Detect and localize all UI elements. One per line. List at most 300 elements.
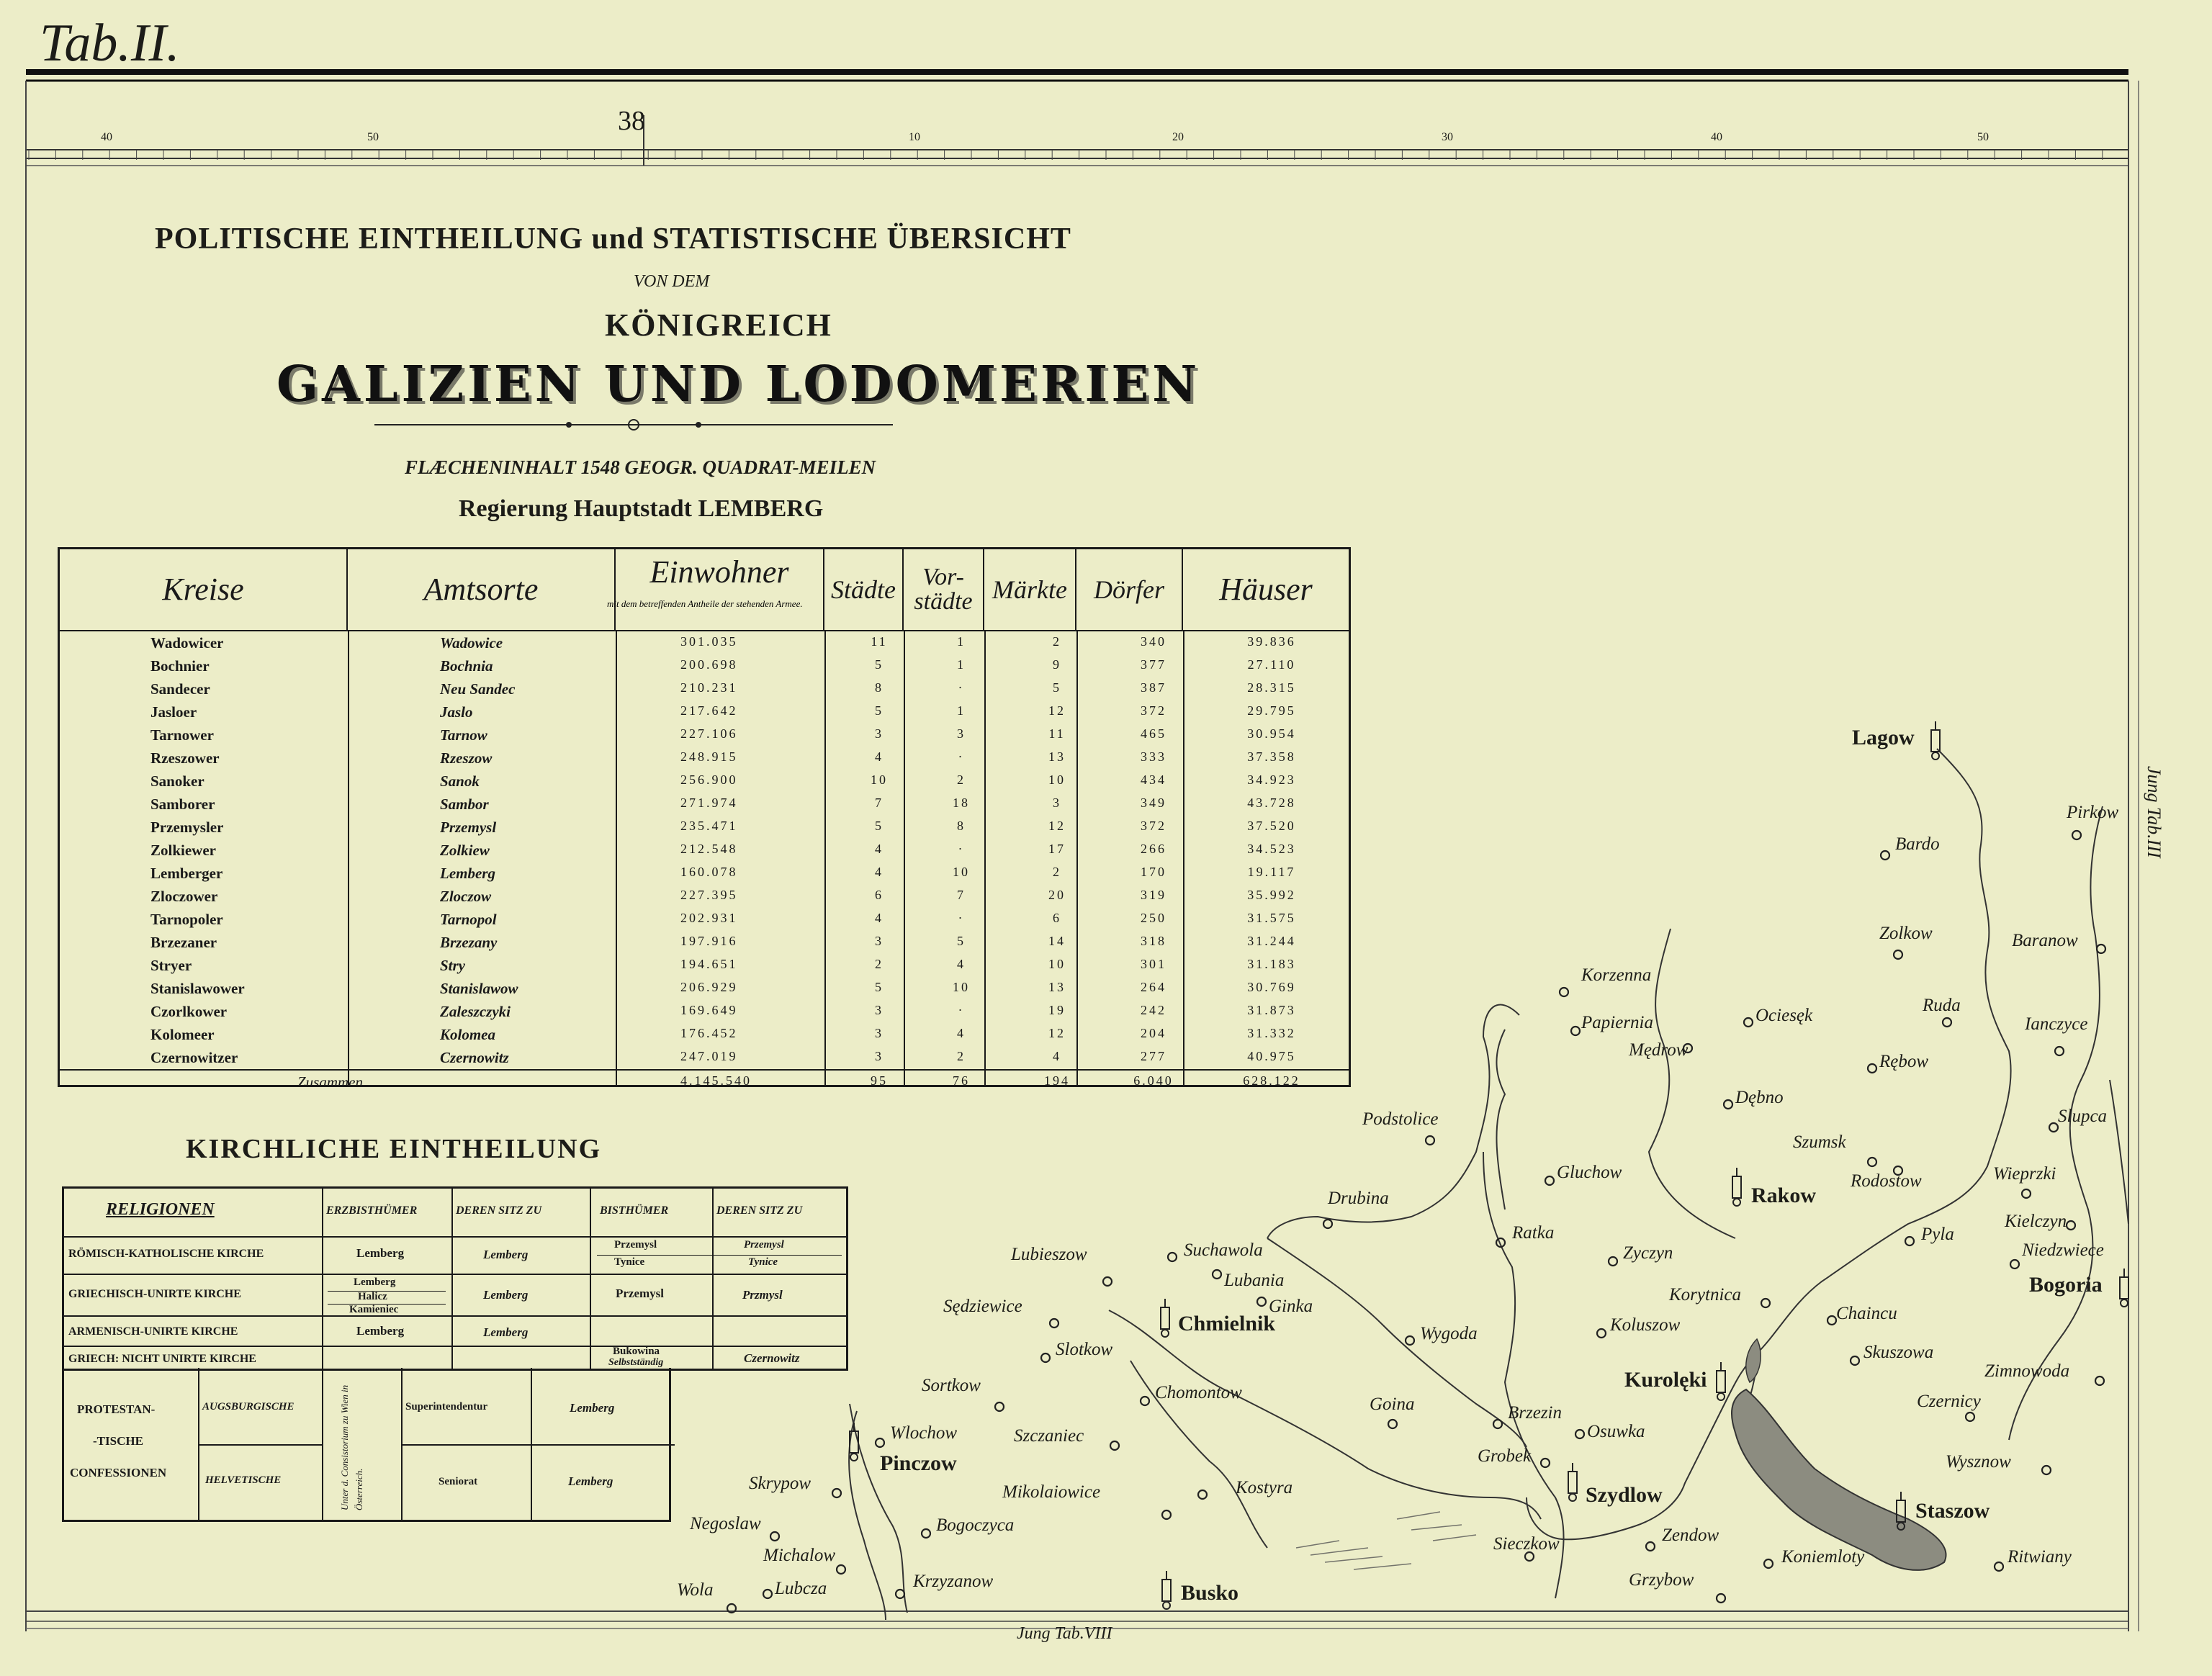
doerfer-cell: 170 (1141, 865, 1166, 879)
amtsort-cell: Stanislawow (440, 980, 518, 997)
total-doerfer: 6.040 (1133, 1073, 1174, 1088)
amtsort-cell: Przemysl (440, 819, 497, 836)
place-label-szczaniec: Szczaniec (1014, 1426, 1084, 1446)
village-marker-icon (1761, 1299, 1770, 1307)
place-label-rebow: Rębow (1879, 1052, 1929, 1071)
place-label-zimnowoda: Zimnowoda (1984, 1361, 2070, 1381)
amtsort-cell: Kolomea (440, 1026, 495, 1043)
place-label-pyla: Pyla (1921, 1225, 1954, 1244)
einwohner-cell: 247.019 (680, 1049, 738, 1063)
vorstaedte-cell: 4 (957, 957, 966, 971)
kreis-cell: Lemberger (150, 865, 223, 882)
maerkte-cell: 5 (1053, 680, 1061, 695)
vorstaedte-cell: 7 (957, 888, 966, 902)
place-label-kielczyn: Kielczyn (2005, 1212, 2067, 1231)
einwohner-cell: 271.974 (680, 796, 738, 810)
scale-number: 50 (367, 131, 379, 143)
haeuser-cell: 31.332 (1247, 1026, 1296, 1040)
kreis-cell: Wadowicer (150, 634, 224, 652)
village-marker-icon (1213, 1270, 1221, 1279)
staedte-cell: 7 (875, 796, 884, 810)
village-marker-icon (2055, 1047, 2064, 1055)
staedte-cell: 5 (875, 980, 884, 994)
place-label-skrypow: Skrypow (749, 1474, 811, 1493)
place-label-ginka: Ginka (1269, 1297, 1313, 1316)
place-label-pirkow: Pirkow (2067, 803, 2119, 822)
amtsort-cell: Brzezany (440, 934, 498, 951)
village-marker-icon (2072, 831, 2081, 839)
vorstaedte-cell: 8 (957, 819, 966, 833)
staedte-cell: 10 (871, 772, 888, 787)
maerkte-cell: 4 (1053, 1049, 1061, 1063)
village-marker-icon (1406, 1336, 1414, 1345)
staedte-cell: 2 (875, 957, 884, 971)
place-label-ratka: Ratka (1512, 1223, 1555, 1243)
staedte-cell: 3 (875, 1003, 884, 1017)
scale-number: 50 (1977, 131, 1989, 143)
total-einwohner: 4.145.540 (680, 1073, 752, 1088)
bis-sitz-cell: Czernowitz (744, 1351, 800, 1365)
place-label-grobek: Grobek (1478, 1446, 1532, 1466)
doerfer-cell: 319 (1141, 888, 1166, 902)
vorstaedte-cell: · (958, 1003, 965, 1017)
protestant-table (62, 1368, 671, 1522)
town-label-lagow: Lagow (1852, 726, 1915, 749)
place-label-korytnica: Korytnica (1669, 1285, 1741, 1305)
village-marker-icon (1724, 1100, 1732, 1109)
table-row (60, 700, 1349, 724)
place-label-wola: Wola (677, 1580, 714, 1600)
bis-cell: Przemysl (614, 1239, 657, 1251)
staedte-cell: 8 (875, 680, 884, 695)
place-label-ritwiany: Ritwiany (2008, 1547, 2072, 1567)
bis-sitz-cell: Tynice (748, 1256, 778, 1268)
village-marker-icon (1827, 1316, 1836, 1325)
village-marker-icon (995, 1402, 1004, 1411)
place-label-chaincu: Chaincu (1836, 1304, 1897, 1323)
superintendentur-sitz: Lemberg (570, 1401, 615, 1415)
header-einwohner-note: mit dem betreffenden Antheile der stehenden Armee. (607, 598, 803, 609)
bis-cell: Bukowina (613, 1346, 660, 1357)
church-marker-icon (1162, 1571, 1171, 1609)
einwohner-cell: 227.395 (680, 888, 738, 902)
scale-number: 20 (1172, 131, 1184, 143)
kreis-cell: Jasloer (150, 703, 197, 721)
haeuser-cell: 31.244 (1247, 934, 1296, 948)
place-label-lubania: Lubania (1224, 1271, 1285, 1290)
scale-number: 10 (909, 131, 920, 143)
table-row (60, 862, 1349, 885)
village-marker-icon (2049, 1123, 2058, 1132)
place-label-ruda: Ruda (1923, 996, 1961, 1015)
einwohner-cell: 197.916 (680, 934, 738, 948)
amtsort-cell: Czernowitz (440, 1049, 509, 1066)
haeuser-cell: 37.358 (1247, 749, 1296, 764)
kreis-cell: Zolkiewer (150, 842, 216, 859)
amtsort-cell: Zaleszczyki (440, 1003, 511, 1020)
table-row (60, 793, 1349, 816)
title-line-4: GALIZIEN UND LODOMERIEN (276, 356, 1201, 413)
header-kreise: Kreise (60, 549, 348, 630)
staedte-cell: 4 (875, 842, 884, 856)
place-label-negoslaw: Negoslaw (690, 1514, 761, 1533)
kreis-cell: Czorlkower (150, 1003, 228, 1020)
place-label-zolkow: Zolkow (1879, 924, 1933, 943)
table-row (60, 839, 1349, 862)
maerkte-cell: 12 (1048, 1026, 1066, 1040)
church-marker-icon (1732, 1168, 1741, 1206)
total-row (60, 1069, 1349, 1094)
town-label-kuroleki: Kurolęki (1624, 1368, 1707, 1392)
town-label-pinczow: Pinczow (880, 1451, 957, 1475)
village-marker-icon (770, 1532, 779, 1541)
village-marker-icon (1943, 1018, 1951, 1027)
table-row (60, 931, 1349, 954)
maerkte-cell: 9 (1053, 657, 1061, 672)
maerkte-cell: 14 (1048, 934, 1066, 948)
place-label-korzenna: Korzenna (1581, 965, 1652, 985)
village-marker-icon (1050, 1319, 1058, 1328)
town-label-staszow: Staszow (1915, 1499, 1990, 1523)
header-vorstaedte: Vor-städte (904, 549, 984, 630)
village-marker-icon (1764, 1559, 1773, 1568)
einwohner-cell: 169.649 (680, 1003, 738, 1017)
place-label-sortkow: Sortkow (922, 1376, 981, 1395)
maerkte-cell: 10 (1048, 957, 1066, 971)
maerkte-cell: 12 (1048, 819, 1066, 833)
village-marker-icon (2095, 1377, 2104, 1385)
doerfer-cell: 387 (1141, 680, 1166, 695)
header-doerfer: Dörfer (1076, 549, 1183, 630)
haeuser-cell: 30.769 (1247, 980, 1296, 994)
village-marker-icon (1575, 1430, 1584, 1438)
vorstaedte-cell: · (958, 842, 965, 856)
einwohner-cell: 217.642 (680, 703, 738, 718)
table-row (60, 816, 1349, 839)
total-label: Zusammen (297, 1073, 364, 1091)
erz-cell: Lemberg (356, 1246, 405, 1260)
amtsort-cell: Wadowice (440, 634, 503, 652)
place-label-wieprzki: Wieprzki (1993, 1164, 2056, 1184)
erz-cell: Lemberg (354, 1276, 396, 1288)
place-label-debno: Dębno (1735, 1088, 1784, 1107)
place-label-wysznow: Wysznow (1946, 1452, 2011, 1472)
haeuser-cell: 31.575 (1247, 911, 1296, 925)
maerkte-cell: 12 (1048, 703, 1066, 718)
place-label-rodostow: Rodostow (1851, 1171, 1922, 1191)
header-deren-sitz-2: DEREN SITZ ZU (716, 1204, 803, 1217)
town-label-bogoria: Bogoria (2029, 1273, 2103, 1297)
kreis-cell: Sanoker (150, 772, 204, 790)
augsburg-label: AUGSBURGISCHE (202, 1401, 295, 1413)
village-marker-icon (1966, 1413, 1974, 1421)
total-vorstaedte: 76 (953, 1073, 970, 1088)
village-marker-icon (1717, 1594, 1725, 1603)
village-marker-icon (1257, 1297, 1266, 1306)
amtsort-cell: Tarnow (440, 726, 487, 744)
table-row (60, 954, 1349, 977)
doerfer-cell: 242 (1141, 1003, 1166, 1017)
helvetisch-label: HELVETISCHE (205, 1474, 282, 1486)
kreis-cell: Czernowitzer (150, 1049, 238, 1066)
staedte-cell: 11 (871, 634, 888, 649)
table-row (60, 654, 1349, 677)
amtsort-cell: Zloczow (440, 888, 492, 905)
title-line-3: KÖNIGREICH (605, 307, 832, 343)
einwohner-cell: 248.915 (680, 749, 738, 764)
haeuser-cell: 35.992 (1247, 888, 1296, 902)
village-marker-icon (1388, 1420, 1397, 1428)
table-row (60, 1046, 1349, 1069)
header-religionen: RELIGIONEN (106, 1200, 215, 1219)
vorstaedte-cell: 10 (953, 980, 970, 994)
place-label-chomontow: Chomontow (1155, 1383, 1242, 1402)
place-label-suchawola: Suchawola (1184, 1240, 1263, 1260)
erz-cell: Kamieniec (349, 1304, 399, 1315)
einwohner-cell: 176.452 (680, 1026, 738, 1040)
kreis-cell: Kolomeer (150, 1026, 215, 1043)
village-marker-icon (2022, 1189, 2031, 1198)
table-row (60, 1000, 1349, 1023)
header-haeuser: Häuser (1219, 572, 1313, 607)
church-marker-icon (1717, 1362, 1725, 1400)
protestant-label: -TISCHE (93, 1434, 143, 1448)
amtsort-cell: Sambor (440, 796, 489, 813)
kreis-cell: Samborer (150, 796, 215, 813)
doerfer-cell: 372 (1141, 703, 1166, 718)
church-heading: KIRCHLICHE EINTHEILUNG (186, 1134, 602, 1164)
doerfer-cell: 372 (1141, 819, 1166, 833)
village-marker-icon (1103, 1277, 1112, 1286)
place-label-zendow: Zendow (1662, 1526, 1719, 1545)
place-label-koluszow: Koluszow (1610, 1315, 1681, 1335)
vorstaedte-cell: 2 (957, 1049, 966, 1063)
haeuser-cell: 31.873 (1247, 1003, 1296, 1017)
place-label-sedziewice: Sędziewice (943, 1297, 1022, 1316)
kreis-cell: Brzezaner (150, 934, 217, 951)
right-margin-label: Jung Tab.III (2144, 766, 2164, 858)
village-marker-icon (1609, 1257, 1617, 1266)
staedte-cell: 3 (875, 934, 884, 948)
religion-row: GRIECHISCH-UNIRTE KIRCHE (68, 1288, 241, 1300)
place-label-ianczyce: Ianczyce (2025, 1014, 2088, 1034)
place-label-mikolaiowice: Mikolaiowice (1002, 1482, 1101, 1502)
town-label-chmielnik: Chmielnik (1178, 1312, 1276, 1335)
town-label-rakow: Rakow (1751, 1184, 1817, 1207)
consistorium-note: Unter d. Consistorium zu Wien in Österreich. (339, 1384, 364, 1510)
bis-cell: Tynice (614, 1256, 645, 1268)
staedte-cell: 3 (875, 1026, 884, 1040)
einwohner-cell: 235.471 (680, 819, 738, 833)
haeuser-cell: 19.117 (1247, 865, 1296, 879)
erz-cell: Halicz (358, 1291, 387, 1302)
village-marker-icon (2097, 945, 2105, 953)
staedte-cell: 4 (875, 749, 884, 764)
village-marker-icon (896, 1590, 904, 1598)
table-row (60, 677, 1349, 700)
einwohner-cell: 200.698 (680, 657, 738, 672)
place-label-baranow: Baranow (2012, 931, 2078, 950)
title-line-1: POLITISCHE EINTHEILUNG und STATISTISCHE ÜBERSICHT (155, 222, 1071, 256)
village-marker-icon (1571, 1027, 1580, 1035)
village-marker-icon (763, 1590, 772, 1598)
table-row (60, 977, 1349, 1000)
maerkte-cell: 10 (1048, 772, 1066, 787)
haeuser-cell: 37.520 (1247, 819, 1296, 833)
superintendentur-label: Superintendentur (405, 1401, 488, 1413)
statistics-table (58, 547, 1351, 1091)
village-marker-icon (2042, 1466, 2051, 1474)
amtsort-cell: Lemberg (440, 865, 495, 882)
maerkte-cell: 2 (1053, 865, 1061, 879)
religion-row: ARMENISCH-UNIRTE KIRCHE (68, 1325, 238, 1338)
place-label-drubina: Drubina (1328, 1189, 1389, 1208)
town-label-szydlow: Szydlow (1586, 1483, 1663, 1507)
amtsort-cell: Tarnopol (440, 911, 497, 928)
staedte-cell: 3 (875, 1049, 884, 1063)
vorstaedte-cell: · (958, 749, 965, 764)
staedte-cell: 4 (875, 911, 884, 925)
einwohner-cell: 212.548 (680, 842, 738, 856)
statistics-rows (60, 631, 1349, 1094)
village-marker-icon (1597, 1329, 1606, 1338)
haeuser-cell: 34.923 (1247, 772, 1296, 787)
erz-cell: Lemberg (356, 1324, 405, 1338)
village-marker-icon (1560, 988, 1568, 996)
place-label-podstolice: Podstolice (1362, 1109, 1439, 1129)
village-marker-icon (1541, 1459, 1550, 1467)
place-label-zyczyn: Zyczyn (1623, 1243, 1673, 1263)
village-marker-icon (1041, 1353, 1050, 1362)
bottom-margin-label: Jung Tab.VIII (1017, 1624, 1112, 1643)
place-label-szumsk: Szumsk (1793, 1132, 1846, 1152)
header-staedte: Städte (824, 549, 904, 630)
place-label-lubcza: Lubcza (775, 1579, 827, 1598)
place-label-grzybow: Grzybow (1629, 1570, 1694, 1590)
vorstaedte-cell: 1 (957, 657, 966, 672)
church-table (62, 1186, 848, 1371)
scale-number: 30 (1442, 131, 1453, 143)
kreis-cell: Przemysler (150, 819, 224, 836)
vorstaedte-cell: 2 (957, 772, 966, 787)
staedte-cell: 6 (875, 888, 884, 902)
staedte-cell: 5 (875, 703, 884, 718)
place-label-skuszowa: Skuszowa (1863, 1343, 1934, 1362)
table-row (60, 1023, 1349, 1046)
doerfer-cell: 301 (1141, 957, 1166, 971)
maerkte-cell: 11 (1048, 726, 1066, 741)
bis-sitz-cell: Przmysl (742, 1288, 783, 1302)
place-label-krzyzanow: Krzyzanow (913, 1572, 994, 1591)
village-marker-icon (1995, 1562, 2003, 1571)
amtsort-cell: Sanok (440, 772, 480, 790)
place-label-michalow: Michalow (763, 1546, 835, 1565)
place-label-slotkow: Slotkow (1056, 1340, 1113, 1359)
place-label-bogoczyca: Bogoczyca (936, 1515, 1015, 1535)
haeuser-cell: 27.110 (1247, 657, 1296, 672)
village-marker-icon (1110, 1441, 1119, 1450)
amtsort-cell: Stry (440, 957, 466, 974)
place-label-lubieszow: Lubieszow (1011, 1245, 1087, 1264)
header-einwohner: Einwohner (616, 549, 824, 630)
kreis-cell: Rzeszower (150, 749, 220, 767)
doerfer-cell: 465 (1141, 726, 1166, 741)
header-deren-sitz-1: DEREN SITZ ZU (456, 1204, 542, 1217)
village-marker-icon (1881, 851, 1889, 860)
village-marker-icon (2067, 1221, 2075, 1230)
maerkte-cell: 2 (1053, 634, 1061, 649)
town-label-busko: Busko (1181, 1581, 1239, 1605)
bis-cell: Przemysl (616, 1287, 665, 1300)
staedte-cell: 5 (875, 819, 884, 833)
doerfer-cell: 333 (1141, 749, 1166, 764)
vorstaedte-cell: 3 (957, 726, 966, 741)
haeuser-cell: 34.523 (1247, 842, 1296, 856)
haeuser-cell: 40.975 (1247, 1049, 1296, 1063)
scale-number: 40 (1711, 131, 1722, 143)
village-marker-icon (832, 1489, 841, 1497)
table-row (60, 747, 1349, 770)
vorstaedte-cell: 5 (957, 934, 966, 948)
header-maerkte: Märkte (984, 549, 1076, 630)
maerkte-cell: 19 (1048, 1003, 1066, 1017)
table-row (60, 724, 1349, 747)
erz-sitz-cell: Lemberg (483, 1288, 529, 1302)
religion-row: GRIECH: NICHT UNIRTE KIRCHE (68, 1353, 256, 1365)
erz-sitz-cell: Lemberg (483, 1325, 529, 1339)
doerfer-cell: 264 (1141, 980, 1166, 994)
village-marker-icon (1744, 1018, 1753, 1027)
sheet-number: 38 (618, 106, 645, 136)
doerfer-cell: 377 (1141, 657, 1166, 672)
place-label-osuwka: Osuwka (1587, 1422, 1645, 1441)
protestant-label: PROTESTAN- (77, 1402, 156, 1416)
vorstaedte-cell: 10 (953, 865, 970, 879)
doerfer-cell: 204 (1141, 1026, 1166, 1040)
haeuser-cell: 28.315 (1247, 680, 1296, 695)
church-marker-icon (850, 1423, 858, 1461)
einwohner-cell: 210.231 (680, 680, 738, 695)
vorstaedte-cell: · (958, 680, 965, 695)
maerkte-cell: 13 (1048, 980, 1066, 994)
place-label-wygoda: Wygoda (1420, 1324, 1478, 1343)
place-label-gluchow: Gluchow (1557, 1163, 1622, 1182)
village-marker-icon (1905, 1237, 1914, 1245)
table-row (60, 770, 1349, 793)
village-marker-icon (1323, 1220, 1332, 1228)
village-marker-icon (1168, 1253, 1177, 1261)
church-marker-icon (1568, 1463, 1577, 1501)
village-marker-icon (1868, 1158, 1876, 1166)
church-marker-icon (2120, 1269, 2128, 1307)
village-marker-icon (1868, 1064, 1876, 1073)
doerfer-cell: 318 (1141, 934, 1166, 948)
amtsort-cell: Rzeszow (440, 749, 493, 767)
kreis-cell: Zloczower (150, 888, 218, 905)
doerfer-cell: 349 (1141, 796, 1166, 810)
vorstaedte-cell: 18 (953, 796, 970, 810)
place-label-czernicy: Czernicy (1917, 1392, 1981, 1411)
seniorat-sitz: Lemberg (568, 1474, 613, 1488)
table-row (60, 908, 1349, 931)
maerkte-cell: 13 (1048, 749, 1066, 764)
title-line-2: VON DEM (634, 272, 710, 291)
header-erzbisthuemer: ERZBISTHÜMER (326, 1204, 418, 1217)
haeuser-cell: 29.795 (1247, 703, 1296, 718)
village-marker-icon (2010, 1260, 2019, 1269)
total-staedte: 95 (871, 1073, 888, 1088)
vorstaedte-cell: 4 (957, 1026, 966, 1040)
